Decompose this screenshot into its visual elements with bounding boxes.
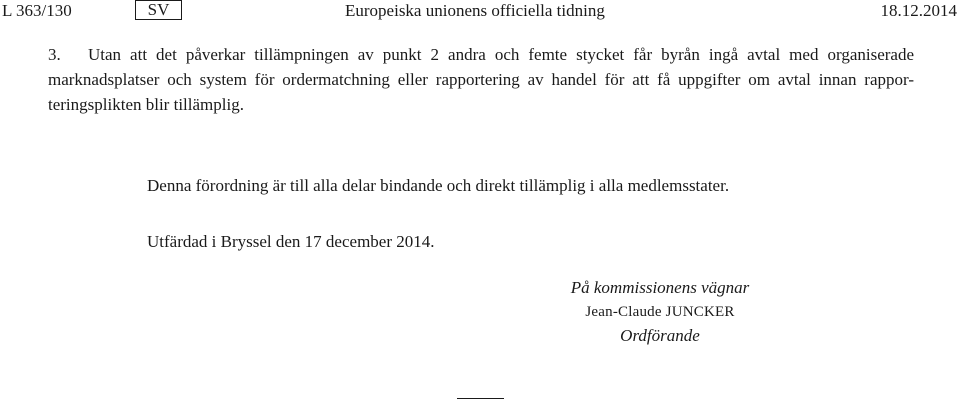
paragraph-line-3: teringsplikten blir tillämplig.: [48, 95, 244, 114]
paragraph-line-1-text: Utan att det påverkar tillämpningen av punkt 2 andra och femte stycket får byrån ingå avtal med organiserade: [88, 45, 914, 64]
publication-date: 18.12.2014: [880, 1, 957, 20]
paragraph-line-1: [48, 42, 914, 67]
language-code-box: SV: [135, 0, 182, 20]
signatory-title: Ordförande: [620, 326, 700, 345]
signatory-name: Jean-Claude JUNCKER: [585, 304, 735, 320]
enacting-clause: Denna förordning är till alla delar bindande och direkt tillämplig i alla medlemsstater.: [147, 176, 730, 195]
done-at-statement: Utfärdad i Bryssel den 17 december 2014.: [147, 232, 435, 251]
signature-on-behalf: På kommissionens vägnar: [570, 278, 750, 297]
page-header: [0, 0, 960, 22]
footnote-separator: [457, 398, 504, 399]
article-paragraph: [48, 42, 914, 117]
journal-title: Europeiska unionens officiella tidning: [345, 1, 605, 20]
paragraph-line-2: marknadsplatser och system för ordermatchning eller rapportering av handel för att få uppgifter om avtal innan rappor-: [48, 70, 914, 89]
journal-reference: L 363/130: [2, 1, 72, 20]
paragraph-number: 3.: [48, 45, 61, 64]
signature-block: [560, 276, 760, 348]
